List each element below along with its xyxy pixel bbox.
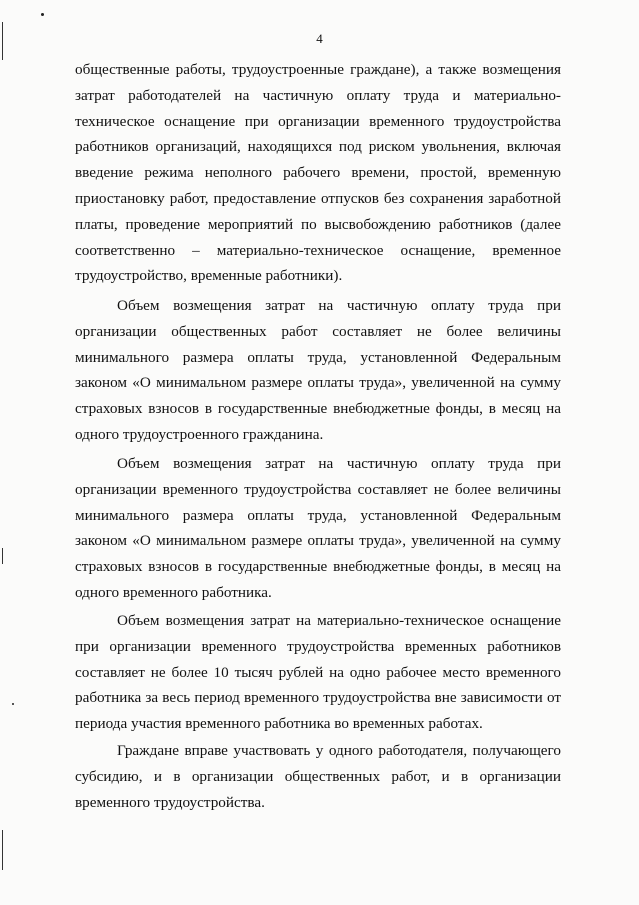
paragraph-text: Объем возмещения затрат на материально-техническое оснащение при организации временного трудоустройства временных работников составляет не более 10 тысяч рублей на одно рабочее место временного работника за весь период временного трудоустройства вне зависимости от периода участия временного работника во временных работах.: [75, 612, 561, 733]
scan-edge-mark: [2, 830, 3, 870]
paragraph-text: Объем возмещения затрат на частичную оплату труда при организации временного трудоустройства составляет не более величины минимального размера оплаты труда, установленной Федеральным законом «О минимальном размере оплаты труда», увеличенной на сумму страховых взносов в государственные внебюджетные фонды, в месяц на одного временного работника.: [75, 455, 561, 601]
scan-dot: [12, 703, 14, 705]
paragraph-text: общественные работы, трудоустроенные граждане), а также возмещения затрат работодателей на частичную оплату труда и материально-техническое оснащение при организации временного трудоустройства работников организаций, находящихся под риском увольнения, включая введение режима неполного рабочего времени, простой, временную приостановку работ, предоставление отпусков без сохранения заработной платы, проведение мероприятий по высвобождению работников (далее соответственно – материально-техническое оснащение, временное трудоустройство, временные работники).: [75, 61, 561, 285]
page-number: 4: [316, 31, 323, 46]
paragraph-public-works-compensation: [75, 293, 561, 448]
paragraph-equipment-compensation: [75, 608, 561, 737]
paragraph-intro-continuation: [75, 57, 561, 289]
paragraph-temporary-employment-compensation: [75, 451, 561, 606]
paragraph-text: Граждане вправе участвовать у одного работодателя, получающего субсидию, и в организации общественных работ, и в организации временного трудоустройства.: [75, 742, 561, 811]
paragraph-citizens-participation: [75, 738, 561, 815]
paragraph-text: Объем возмещения затрат на частичную оплату труда при организации общественных работ составляет не более величины минимального размера оплаты труда, установленной Федеральным законом «О минимальном размере оплаты труда», увеличенной на сумму страховых взносов в государственные внебюджетные фонды, в месяц на одного трудоустроенного гражданина.: [75, 297, 561, 443]
scan-dot: [41, 13, 44, 16]
scan-edge-mark: [2, 548, 3, 564]
